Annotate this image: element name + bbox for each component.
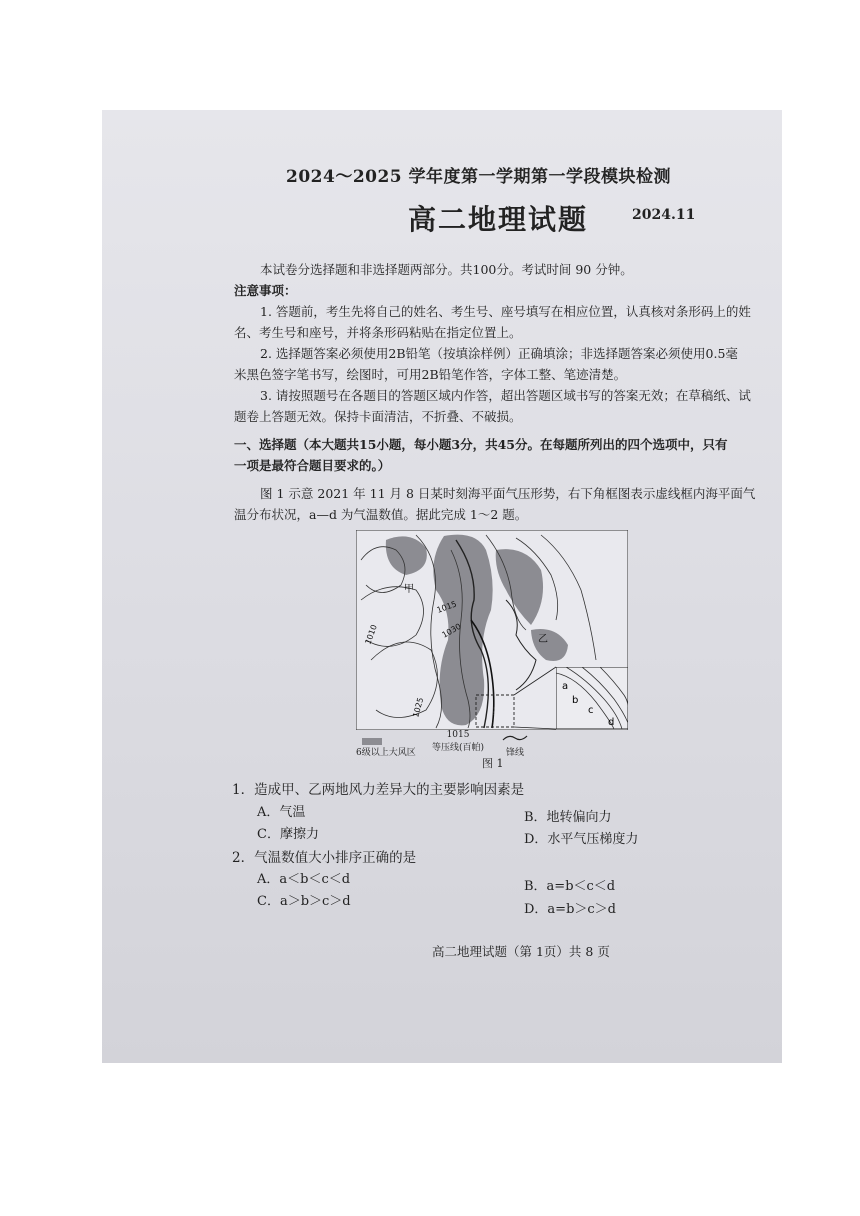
q2-option-c: C．a＞b＞c＞d xyxy=(257,894,351,909)
label-yi: 乙 xyxy=(538,634,548,645)
q1-option-b: B．地转偏向力 xyxy=(524,810,612,825)
q2-option-a: A．a＜b＜c＜d xyxy=(257,872,351,887)
legend-isobar-label: 等压线(百帕) xyxy=(432,743,485,753)
page-footer: 高二地理试题（第 1页）共 8 页 xyxy=(432,944,610,959)
isobar-label-1010: 1010 xyxy=(363,623,379,646)
note-3a: 3. 请按照题号在各题目的答题区域内作答，超出答题区域书写的答案无效；在草稿纸、试 xyxy=(260,388,751,403)
label-jia: 甲 xyxy=(404,584,414,595)
q2-option-d: D．a=b＞c＞d xyxy=(524,902,616,917)
question-2-stem: 2．气温数值大小排序正确的是 xyxy=(232,850,417,866)
note-2a: 2. 选择题答案必须使用2B铅笔（按填涂样例）正确填涂；非选择题答案必须使用0.5毫 xyxy=(260,346,738,361)
intro-summary: 本试卷分选择题和非选择题两部分。共100分。考试时间 90 分钟。 xyxy=(260,262,633,277)
page-title: 高二地理试题 xyxy=(408,203,589,236)
figure-caption: 图 1 xyxy=(482,757,504,770)
isobar-label-1030: 1030 xyxy=(440,621,463,640)
legend-wind-label: 6级以上大风区 xyxy=(356,748,416,758)
q1-option-c: C．摩擦力 xyxy=(257,827,319,842)
legend-isobar-item xyxy=(432,730,484,753)
notes-heading: 注意事项： xyxy=(234,283,297,298)
isobar-label-1025: 1025 xyxy=(411,696,426,719)
inset-label-a: a xyxy=(562,681,569,692)
section-heading-b: 一项是最符合题目要求的。） xyxy=(234,458,391,473)
temperature-inset xyxy=(556,667,628,729)
question-stem-a: 图 1 示意 2021 年 11 月 8 日某时刻海平面气压形势，右下角框图表示虚线框内海平面气 xyxy=(260,486,756,501)
q1-option-d: D．水平气压梯度力 xyxy=(524,832,639,847)
inset-label-c: c xyxy=(588,705,594,716)
exam-date: 2024.11 xyxy=(632,207,696,223)
note-1a: 1. 答题前，考生先将自己的姓名、考生号、座号填写在相应位置，认真核对条形码上的姓 xyxy=(260,304,751,319)
question-stem-b: 温分布状况，a—d 为气温数值。据此完成 1～2 题。 xyxy=(234,507,528,522)
legend-front-item xyxy=(502,734,528,758)
section-heading-a: 一、选择题（本大题共15小题，每小题3分，共45分。在每题所列出的四个选项中，只有 xyxy=(234,437,728,452)
note-3b: 题卷上答题无效。保持卡面清洁，不折叠、不破损。 xyxy=(234,409,522,424)
exam-header: 2024～2025 学年度第一学期第一学段模块检测 xyxy=(286,167,672,187)
note-1b: 名、考生号和座号，并将条形码粘贴在指定位置上。 xyxy=(234,325,522,340)
inset-label-d: d xyxy=(608,717,615,728)
front-line-icon xyxy=(502,734,528,742)
legend-front-label: 锋线 xyxy=(505,748,524,758)
note-2b: 米黑色签字笔书写，绘图时，可用2B铅笔作答，字体工整、笔迹清楚。 xyxy=(234,367,627,382)
exam-page xyxy=(102,110,782,1063)
legend-wind-item xyxy=(356,738,416,758)
legend-isobar-sample: 1015 xyxy=(446,730,470,740)
question-1-stem: 1．造成甲、乙两地风力差异大的主要影响因素是 xyxy=(232,782,525,798)
isobar-label-1015: 1015 xyxy=(435,599,458,615)
inset-label-b: b xyxy=(572,695,579,706)
q1-option-a: A．气温 xyxy=(257,805,306,820)
legend-wind-swatch xyxy=(362,738,382,745)
q2-option-b: B．a=b＜c＜d xyxy=(524,879,616,894)
